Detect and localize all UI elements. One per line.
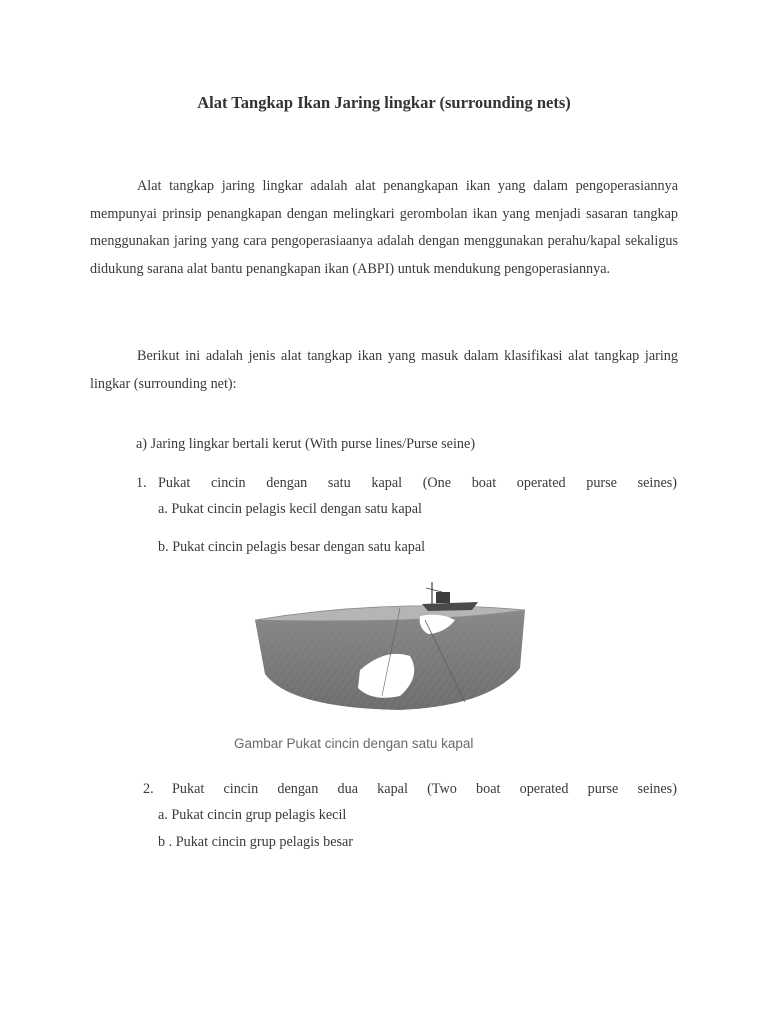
purse-seine-figure — [250, 578, 530, 718]
figure-caption: Gambar Pukat cincin dengan satu kapal — [234, 736, 474, 751]
item2-heading-word: cincin — [223, 781, 259, 797]
item1-heading-word: cincin — [210, 475, 246, 491]
section-a-heading: a) Jaring lingkar bertali kerut (With purse lines/Purse seine) — [136, 436, 476, 452]
item1-heading-word: satu — [327, 475, 351, 491]
item2-heading-word: kapal — [377, 781, 408, 797]
item2-heading-word: seines) — [637, 781, 677, 797]
item2-heading-word: Pukat — [172, 781, 205, 797]
paragraph-classification: Berikut ini adalah jenis alat tangkap ikan yang masuk dalam klasifikasi alat tangkap jaring lingkar (surrounding net): — [90, 348, 678, 392]
item1-heading-word: operated — [516, 475, 566, 491]
paragraph-intro: Alat tangkap jaring lingkar adalah alat penangkapan ikan yang dalam pengoperasiannya mempunyai prinsip penangkapan dengan melingkari gerombolan ikan yang menjadi sasaran tangkap menggunakan jaring yang cara pengoperasiaanya adalah dengan menggunakan perahu/kapal sekaligus didukung sarana alat bantu penangkapan ikan (ABPI) untuk mendukung pengoperasiannya. — [90, 178, 678, 277]
item-2-heading — [172, 781, 677, 798]
item1-heading-word: kapal — [371, 475, 403, 491]
item-1-heading — [158, 475, 677, 492]
item2-heading-word: operated — [519, 781, 569, 797]
item1-heading-word: seines) — [637, 475, 677, 491]
item-1-number: 1. — [136, 475, 147, 491]
purse-seine-net-illustration — [250, 578, 530, 718]
item2-heading-word: dua — [337, 781, 358, 797]
item2-heading-word: purse — [587, 781, 619, 797]
item1-heading-word: purse — [586, 475, 617, 491]
item1-heading-word: (One — [422, 475, 452, 491]
item1-heading-word: Pukat — [158, 475, 191, 491]
page-title: Alat Tangkap Ikan Jaring lingkar (surrounding nets) — [197, 93, 571, 112]
item1-heading-word: boat — [471, 475, 497, 491]
item-1-sub-b: b. Pukat cincin pelagis besar dengan satu kapal — [158, 539, 426, 555]
item1-heading-word: dengan — [266, 475, 308, 491]
item2-heading-word: (Two — [427, 781, 457, 797]
item-2-sub-b: b . Pukat cincin grup pelagis besar — [158, 834, 354, 850]
item-2-sub-a: a. Pukat cincin grup pelagis kecil — [158, 807, 347, 823]
item2-heading-word: dengan — [277, 781, 319, 797]
item-2-number: 2. — [143, 781, 154, 797]
item2-heading-word: boat — [476, 781, 501, 797]
item-1-sub-a: a. Pukat cincin pelagis kecil dengan satu kapal — [158, 501, 422, 517]
